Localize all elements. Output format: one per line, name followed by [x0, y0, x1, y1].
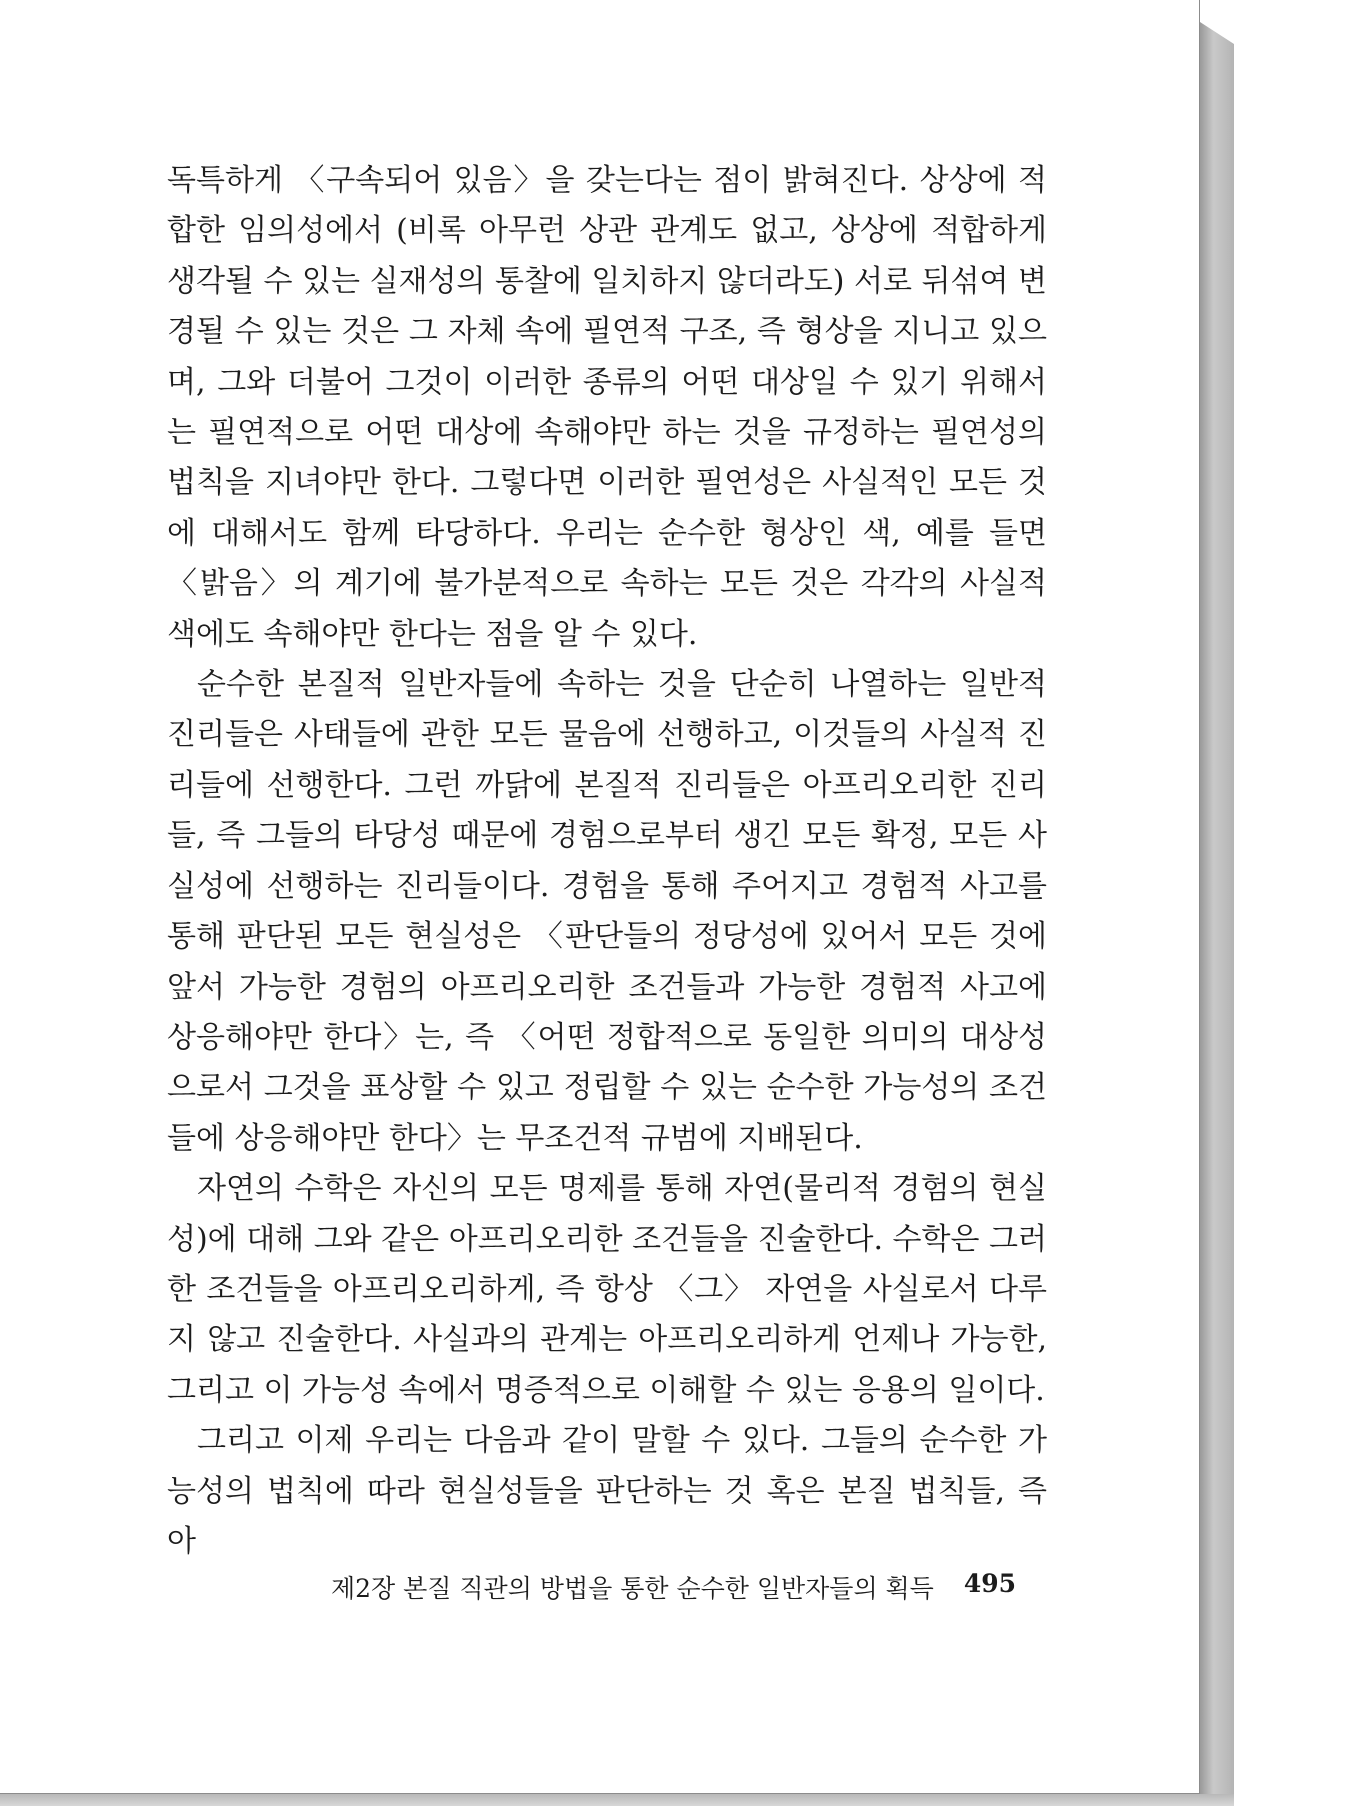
page-footer — [331, 1569, 1016, 1605]
paragraph-continued: 독특하게 〈구속되어 있음〉을 갖는다는 점이 밝혀진다. 상상에 적합한 임의성에서 (비록 아무런 상관 관계도 없고, 상상에 적합하게 생각될 수 있는 실재성의 통찰에 일치하지 않더라도) 서로 뒤섞여 변경될 수 있는 것은 그 자체 속에 필연적 구조, 즉 형상을 지니고 있으며, 그와 더불어 그것이 이러한 종류의 어떤 대상일 수 있기 위해서는 필연적으로 어떤 대상에 속해야만 하는 것을 규정하는 필연성의 법칙을 지녀야만 한다. 그렇다면 이러한 필연성은 사실적인 모든 것에 대해서도 함께 타당하다. 우리는 순수한 형상인 색, 예를 들면 〈밝음〉의 계기에 불가분적으로 속하는 모든 것은 각각의 사실적 색에도 속해야만 한다는 점을 알 수 있다. — [167, 163, 1047, 652]
paragraph: 그리고 이제 우리는 다음과 같이 말할 수 있다. 그들의 순수한 가능성의 법칙에 따라 현실성들을 판단하는 것 혹은 본질 법칙들, 즉 아 — [167, 1423, 1047, 1559]
page-edge-bottom — [0, 1794, 1234, 1806]
paragraph: 자연의 수학은 자신의 모든 명제를 통해 자연(물리적 경험의 현실성)에 대해 그와 같은 아프리오리한 조건들을 진술한다. 수학은 그러한 조건들을 아프리오리하게, 즉 항상 〈그〉 자연을 사실로서 다루지 않고 진술한다. 사실과의 관계는 아프리오리하게 언제나 가능한, 그리고 이 가능성 속에서 명증적으로 이해할 수 있는 응용의 일이다. — [167, 1171, 1047, 1408]
page-edge-right — [1200, 22, 1234, 1806]
page-number: 495 — [963, 1569, 1016, 1598]
running-title: 제2장 본질 직관의 방법을 통한 순수한 일반자들의 획득 — [331, 1574, 934, 1603]
body-text — [167, 156, 1047, 1567]
paragraph: 순수한 본질적 일반자들에 속하는 것을 단순히 나열하는 일반적 진리들은 사태들에 관한 모든 물음에 선행하고, 이것들의 사실적 진리들에 선행한다. 그런 까닭에 본질적 진리들은 아프리오리한 진리들, 즉 그들의 타당성 때문에 경험으로부터 생긴 모든 확정, 모든 사실성에 선행하는 진리들이다. 경험을 통해 주어지고 경험적 사고를 통해 판단된 모든 현실성은 〈판단들의 정당성에 있어서 모든 것에 앞서 가능한 경험의 아프리오리한 조건들과 가능한 경험적 사고에 상응해야만 한다〉는, 즉 〈어떤 정합적으로 동일한 의미의 대상성으로서 그것을 표상할 수 있고 정립할 수 있는 순수한 가능성의 조건들에 상응해야만 한다〉는 무조건적 규범에 지배된다. — [167, 667, 1047, 1156]
